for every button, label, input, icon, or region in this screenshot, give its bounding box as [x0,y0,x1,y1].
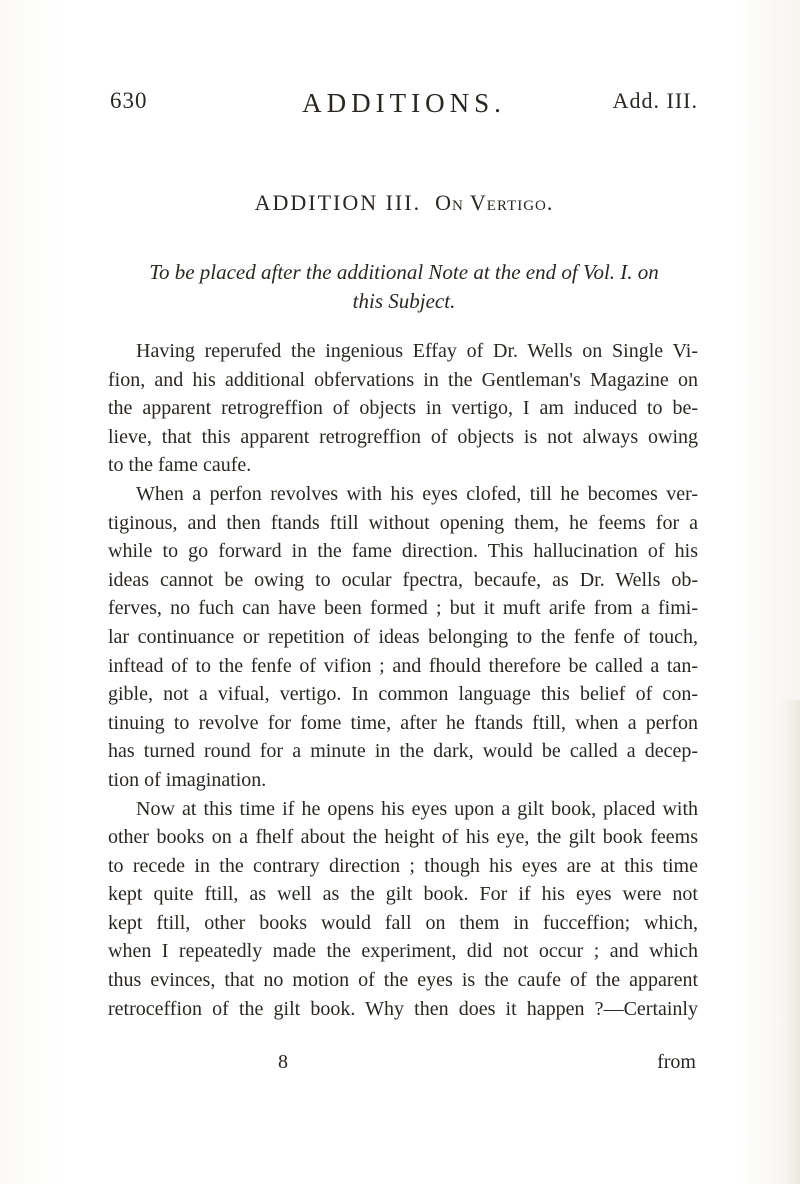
text-line: to recede in the contrary direction ; though his eyes are at this time [108,854,698,877]
section-title: ADDITION III. [254,190,422,215]
catchword: from [657,1051,696,1073]
text-line: the apparent retrogreffion of objects in vertigo, I am induced to be- [108,397,698,420]
text-line: thus evinces, that no motion of the eyes is the caufe of the apparent [108,969,698,992]
signature-mark: 8 [278,1051,288,1073]
page-edge-stain [782,700,800,1184]
text-line: when I repeatedly made the experiment, did not occur ; and which [108,940,698,963]
section-heading [110,190,698,216]
running-title: ADDITIONS. [302,88,506,118]
text-line: gible, not a vifual, vertigo. In common language this belief of con- [108,683,698,706]
text-line: other books on a fhelf about the height of his eye, the gilt book feems [108,826,698,849]
text-line: ferves, no fuch can have been formed ; but it muft arife from a fimi- [108,597,698,620]
text-line: tinuing to revolve for fome time, after he ftands ftill, when a perfon [108,711,698,734]
page-footer [108,1051,698,1081]
text-line: inftead of to the fenfe of vifion ; and fhould therefore be called a tan- [108,654,698,677]
text-line: When a perfon revolves with his eyes clofed, till he becomes ver- [136,482,698,505]
text-line: has turned round for a minute in the dark, would be called a decep- [108,740,698,763]
text-line: kept quite ftill, as well as the gilt book. For if his eyes were not [108,883,698,906]
text-line: ideas cannot be owing to ocular fpectra, becaufe, as Dr. Wells ob- [108,568,698,591]
text-line: Now at this time if he opens his eyes upon a gilt book, placed with [136,797,698,820]
placement-note-line-1: To be placed after the additional Note at the end of Vol. I. on [149,260,659,284]
text-line: tiginous, and then ftands ftill without opening them, he feems for a [108,511,698,534]
placement-note-line-2: this Subject. [352,289,456,313]
text-line: retroceffion of the gilt book. Why then does it happen ?—Certainly [108,997,698,1020]
text-line: lar continuance or repetition of ideas belonging to the fenfe of touch, [108,625,698,648]
text-line: Having reperufed the ingenious Effay of Dr. Wells on Single Vi- [136,340,698,362]
body-text [108,337,698,1023]
placement-note [110,258,698,316]
text-line: while to go forward in the fame direction. This hallucination of his [108,540,698,563]
page-number: 630 [110,88,148,113]
running-head-section: Add. III. [612,88,698,113]
section-subtitle: On Vertigo. [435,190,554,215]
text-line: tion of imagination. [108,768,267,791]
text-line: to the fame caufe. [108,454,252,477]
text-line: fion, and his additional obfervations in the Gentleman's Magazine on [108,368,698,391]
running-head [110,88,698,124]
text-line: kept ftill, other books would fall on them in fucceffion; which, [108,911,698,934]
text-line: lieve, that this apparent retrogreffion of objects is not always owing [108,425,698,448]
